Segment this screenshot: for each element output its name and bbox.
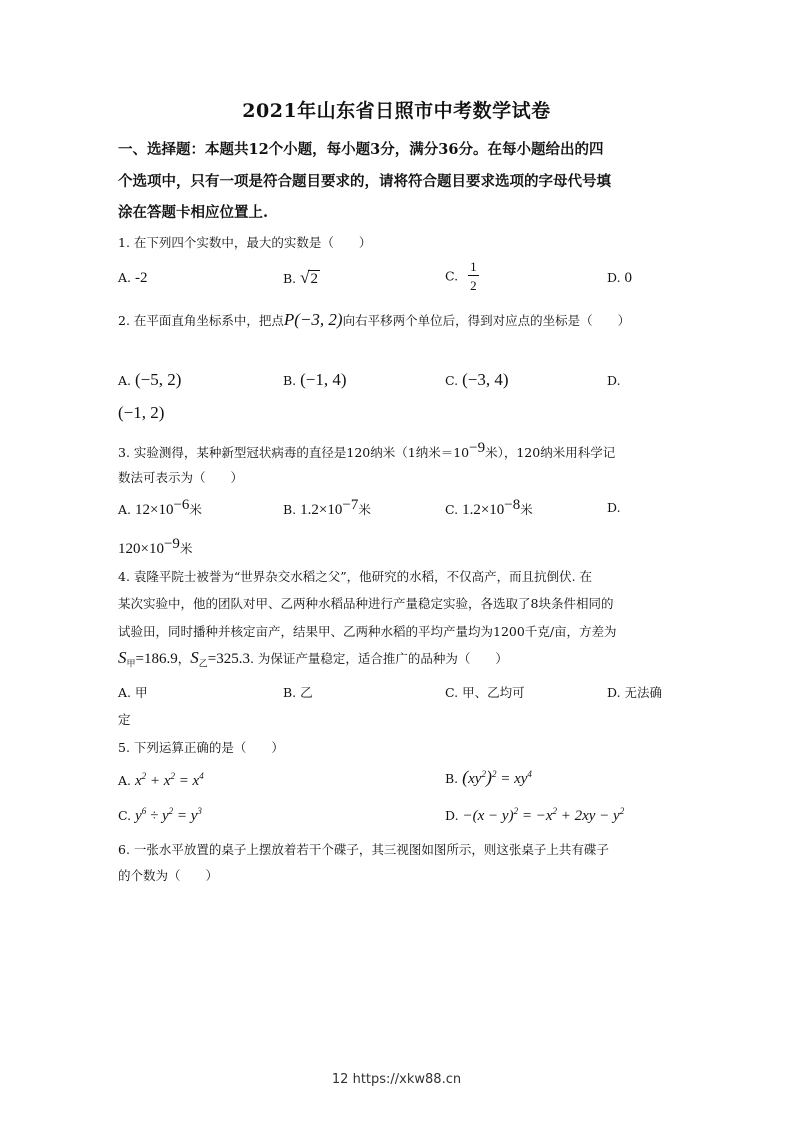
q5-option-a: A. $x^2 + x^2 = x^4$ xyxy=(118,771,204,789)
q2-option-c-value: (−3, 4) xyxy=(462,370,509,389)
sqrt-symbol: √ 2 xyxy=(300,268,318,287)
q5-option-d: D. $-(x - y)^2 = -x^2 + 2xy - y^2$ xyxy=(445,806,625,824)
q2-option-d-label: D. xyxy=(607,373,621,388)
q3-option-a-unit: 米 xyxy=(189,502,202,518)
q3-option-c-label: C. xyxy=(445,502,463,518)
q1-option-b xyxy=(283,268,320,288)
q1-option-c-label: C. xyxy=(445,268,463,284)
q4-option-a: A. 甲 xyxy=(118,685,148,700)
variance-yi-subscript: 乙 xyxy=(198,659,208,670)
section-heading-line1: 一、选择题：本题共12个小题，每小题3分，满分36分。在每小题给出的四 xyxy=(118,141,604,158)
q2-option-b-value: (−1, 4) xyxy=(300,370,347,389)
q1-option-b-value: 2 xyxy=(310,271,318,287)
q3-option-c xyxy=(445,497,533,519)
q3-option-a-base: 12×10 xyxy=(134,502,174,519)
question-3-line1 xyxy=(118,440,615,461)
q2-option-c xyxy=(445,370,509,390)
question-4-line1: 4. 袁隆平院士被誉为“世界杂交水稻之父”，他研究的水稻，不仅高产，而且抗倒伏. 在 xyxy=(118,569,593,584)
q5-option-a-label: A. xyxy=(118,773,135,788)
q2-option-d-text: (−1, 2) xyxy=(118,403,165,422)
q1-option-a-value: -2 xyxy=(134,270,148,286)
question-6-line2: 的个数为（ ） xyxy=(118,868,219,883)
q2-stem-post: 向右平移两个单位后，得到对应点的坐标是（ ） xyxy=(342,313,631,328)
q3-option-d-base: 120×10 xyxy=(118,541,164,558)
q3-option-b-unit: 米 xyxy=(358,502,371,518)
q5-option-d-label: D. xyxy=(445,808,463,823)
q3-line1-post: 米），120纳米用科学记 xyxy=(485,445,616,461)
q1-option-d-value: 0 xyxy=(624,270,633,286)
q3-option-d-value xyxy=(118,536,192,558)
q2-option-c-label: C. xyxy=(445,373,463,388)
q1-option-c xyxy=(445,260,479,292)
variance-jia-subscript: 甲 xyxy=(126,659,136,670)
q5-option-c-label: C. xyxy=(118,808,136,823)
q1-option-d-label: D. xyxy=(607,270,625,285)
section-heading-line2: 个选项中，只有一项是符合题目要求的，请将符合题目要求选项的字母代号填 xyxy=(118,173,611,190)
q3-option-d-unit: 米 xyxy=(179,541,193,557)
q4-option-d: D. 无法确 xyxy=(607,685,663,700)
question-5-stem: 5. 下列运算正确的是（ ） xyxy=(118,740,284,755)
q3-option-b-label: B. xyxy=(283,502,301,518)
q1-option-d xyxy=(607,270,632,287)
q3-option-d-exp: −9 xyxy=(163,536,180,552)
page-title: 2021年山东省日照市中考数学试卷 xyxy=(242,100,551,122)
q3-exponent: −9 xyxy=(469,440,486,456)
q3-option-a-exp: −6 xyxy=(173,497,190,513)
q3-option-a xyxy=(118,497,202,519)
q2-stem-pre: 2. 在平面直角坐标系中，把点 xyxy=(118,313,284,328)
variance-jia-value: =186.9 xyxy=(135,651,178,667)
q3-option-b-base: 1.2×10 xyxy=(300,502,343,519)
q5-option-c: C. $y^6 \div y^2 = y^3$ xyxy=(118,806,202,824)
question-4-line3: 试验田，同时播种并核定亩产，结果甲、乙两种水稻的平均产量均为1200千克/亩，方差为 xyxy=(118,624,617,639)
q2-option-a xyxy=(118,370,181,390)
fraction xyxy=(468,260,479,292)
q2-option-b-label: B. xyxy=(283,373,301,388)
q2-option-a-value: (−5, 2) xyxy=(134,370,182,389)
q2-point: P(−3, 2) xyxy=(283,310,343,329)
question-6-line1: 6. 一张水平放置的桌子上摆放着若干个碟子，其三视图如图所示，则这张桌子上共有碟子 xyxy=(118,842,609,857)
question-1-stem: 1. 在下列四个实数中，最大的实数是（ ） xyxy=(118,235,372,250)
page-footer: 12 https://xkw88.cn xyxy=(331,1072,462,1087)
variance-yi-value: =325.3 xyxy=(207,651,250,667)
q4-line4-post: . 为保证产量稳定，适合推广的品种为（ ） xyxy=(249,651,508,666)
q4-option-c: C. 甲、乙均可 xyxy=(445,685,525,700)
q2-option-b xyxy=(283,370,347,390)
fraction-numerator: 1 xyxy=(470,259,477,274)
q5-option-b-label: B. xyxy=(445,771,463,786)
q3-option-b xyxy=(283,497,371,519)
question-3-line2: 数法可表示为（ ） xyxy=(118,470,244,485)
q4-option-d-continued: 定 xyxy=(118,712,131,727)
q1-option-a-label: A. xyxy=(118,270,135,285)
q3-option-c-exp: −8 xyxy=(504,497,521,513)
question-4-line4: $S_甲=186.9$，$S_乙=325.3$. 为保证产量稳定，适合推广的品种为（ ） xyxy=(118,648,508,670)
fraction-denominator: 2 xyxy=(470,278,477,293)
question-2-stem xyxy=(118,310,630,330)
q3-option-a-label: A. xyxy=(118,502,135,518)
q3-option-b-exp: −7 xyxy=(342,497,359,513)
question-4-line2: 某次实验中，他的团队对甲、乙两种水稻品种进行产量稳定实验，各选取了8块条件相同的 xyxy=(118,596,614,611)
q3-line1-pre: 3. 实验测得，某种新型冠状病毒的直径是120纳米（1纳米＝10 xyxy=(118,445,470,461)
q1-option-a xyxy=(118,270,147,287)
q2-option-d-value xyxy=(118,403,164,423)
q1-option-b-label: B. xyxy=(283,271,301,286)
q5-option-b: B. $(xy^2)^2 = xy^4$ xyxy=(445,767,532,787)
q4-option-b: B. 乙 xyxy=(283,685,313,700)
q3-option-c-base: 1.2×10 xyxy=(462,502,505,519)
section-heading-line3: 涂在答题卡相应位置上. xyxy=(118,204,269,221)
q2-option-a-label: A. xyxy=(118,373,135,388)
q3-option-c-unit: 米 xyxy=(520,502,533,518)
q3-option-d-label: D. xyxy=(607,500,621,515)
